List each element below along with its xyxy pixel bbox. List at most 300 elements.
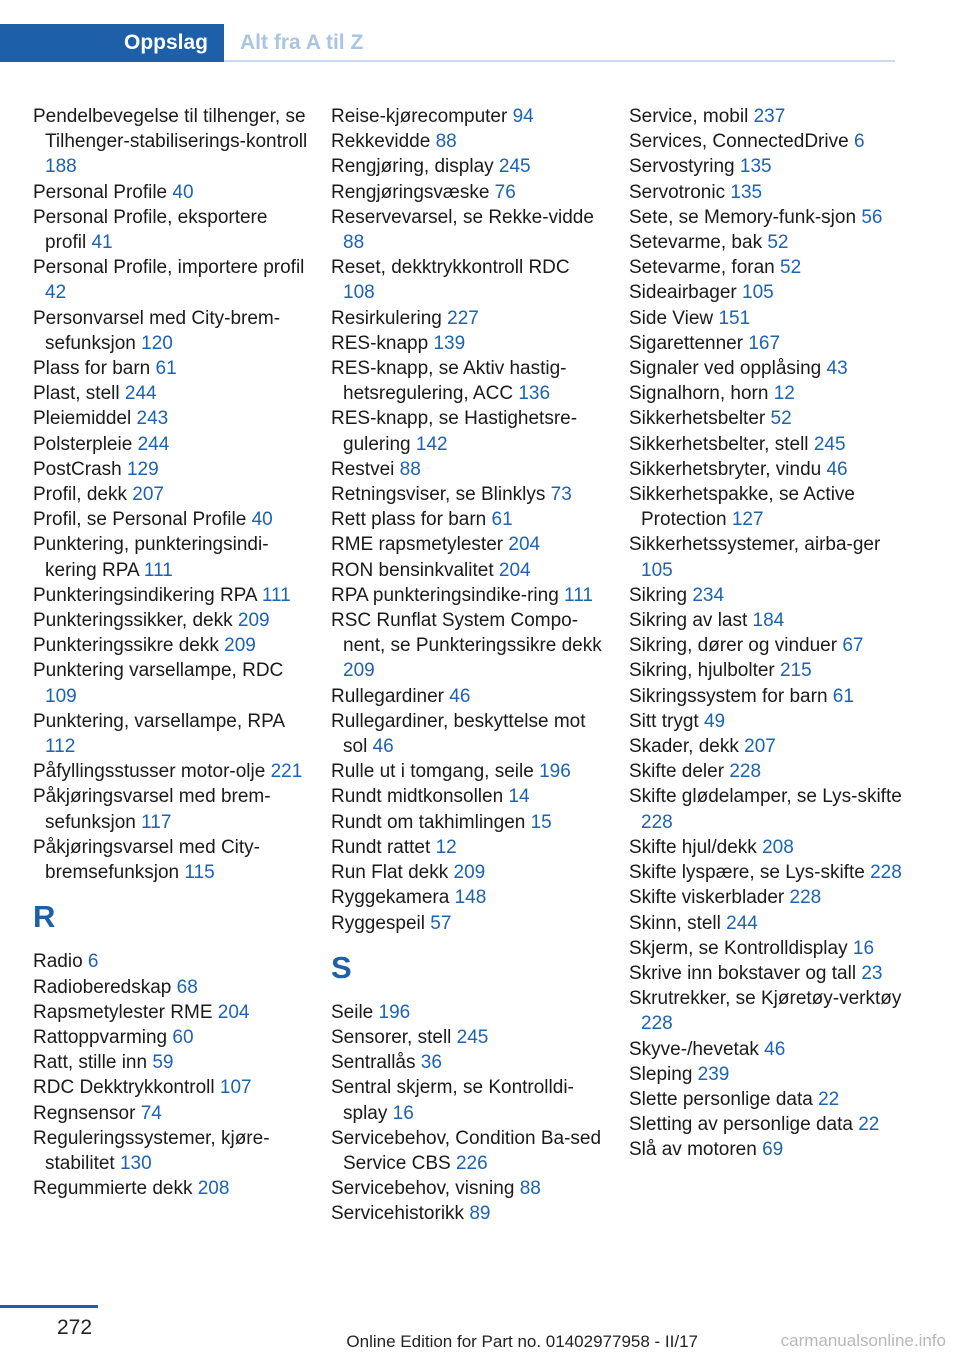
index-entry [331, 154, 606, 179]
entry-term: Rengjøringsvæske [331, 181, 495, 203]
entry-term: Skrutrekker, se Kjøretøy-verktøy [629, 988, 902, 1010]
entry-page-link[interactable]: 61 [832, 685, 854, 707]
watermark: carmanualsonline.info [780, 1331, 946, 1350]
entry-term: RES-knapp [331, 332, 434, 354]
entry-term: Setevarme, foran [629, 257, 781, 279]
index-entry [331, 255, 606, 305]
index-entry [629, 457, 904, 482]
index-entry [331, 129, 606, 154]
index-entry [629, 709, 904, 734]
entry-page-link[interactable]: 167 [748, 332, 781, 354]
entry-term: Profil, se Personal Profile [33, 509, 252, 531]
entry-term: Ratt, stille inn [33, 1052, 153, 1074]
entry-page-link[interactable]: 16 [392, 1102, 414, 1124]
entry-term: Sikringssystem for barn [629, 685, 833, 707]
index-entry [629, 986, 904, 1036]
entry-page-link[interactable]: 148 [454, 887, 487, 909]
index-entry [33, 306, 308, 356]
index-entry [331, 1201, 606, 1226]
index-entry [331, 583, 606, 608]
footer-rule [0, 1305, 98, 1308]
entry-term: RSC Runflat System Compo-nent, se Punkteringssikre dekk [331, 610, 602, 657]
entry-page-link[interactable]: 129 [126, 458, 159, 480]
index-entry [629, 1112, 904, 1137]
index-entry [33, 658, 308, 708]
index-column-1 [33, 104, 308, 1201]
index-entry [629, 230, 904, 255]
index-entry [629, 911, 904, 936]
entry-page-link[interactable]: 243 [136, 408, 169, 430]
entry-page-link[interactable]: 139 [433, 332, 466, 354]
entry-term: Skjerm, se Kontrolldisplay [629, 937, 853, 959]
entry-page-link[interactable]: 40 [172, 181, 194, 203]
index-entry [629, 205, 904, 230]
entry-page-link[interactable]: 196 [539, 761, 571, 783]
entry-term: Regnsensor [33, 1102, 141, 1124]
entry-page-link[interactable]: 61 [155, 358, 177, 380]
entry-page-link[interactable]: 204 [508, 534, 541, 556]
entry-term: Rullegardiner, beskyttelse mot sol [331, 710, 586, 758]
index-entry [331, 457, 606, 482]
entry-page-link[interactable]: 43 [826, 358, 848, 380]
entry-page-link[interactable]: 244 [726, 912, 758, 934]
index-entry [331, 784, 606, 809]
index-entry [629, 356, 904, 381]
index-entry [331, 482, 606, 507]
entry-page-link[interactable]: 208 [197, 1178, 230, 1200]
index-entry [33, 432, 308, 457]
entry-page-link[interactable]: 59 [152, 1052, 174, 1074]
entry-page-link[interactable]: 46 [826, 458, 848, 480]
entry-page-link[interactable]: 204 [217, 1001, 250, 1023]
entry-term: Pleiemiddel [33, 408, 137, 430]
index-entry [331, 180, 606, 205]
entry-term: Sikring [629, 584, 693, 606]
entry-page-link[interactable]: 228 [641, 1013, 673, 1035]
entry-term: Sigarettenner [629, 332, 749, 354]
entry-page-link[interactable]: 49 [703, 710, 726, 732]
entry-term: Resirkulering [331, 307, 448, 329]
index-entry [33, 784, 308, 834]
entry-term: Servicehistorikk [331, 1203, 470, 1225]
entry-page-link[interactable]: 69 [762, 1139, 784, 1161]
entry-page-link[interactable]: 76 [494, 181, 516, 203]
section-letter: R [33, 899, 56, 935]
entry-page-link[interactable]: 115 [184, 862, 215, 884]
index-entry [629, 860, 904, 885]
index-entry [33, 608, 308, 633]
entry-term: Plass for barn [33, 358, 156, 380]
entry-page-link[interactable]: 135 [730, 181, 763, 203]
index-entry [629, 961, 904, 986]
index-entry [33, 835, 308, 885]
entry-page-link[interactable]: 74 [140, 1102, 162, 1124]
index-entry [629, 1087, 904, 1112]
entry-term: Punkteringsindikering RPA [33, 584, 262, 606]
entry-page-link[interactable]: 88 [343, 232, 365, 254]
index-entry [331, 835, 606, 860]
entry-term: Servostyring [629, 156, 740, 178]
entry-page-link[interactable]: 209 [224, 635, 256, 657]
entry-page-link[interactable]: 52 [767, 232, 789, 254]
entry-term: Punkteringssikre dekk [33, 635, 225, 657]
index-entry [629, 406, 904, 431]
entry-page-link[interactable]: 108 [343, 282, 375, 304]
entry-term: RPA punkteringsindike-ring [331, 584, 565, 606]
entry-term: PostCrash [33, 458, 127, 480]
entry-page-link[interactable]: 88 [435, 131, 457, 153]
entry-term: Seile [331, 1001, 379, 1023]
entry-term: Sitt trygt [629, 710, 704, 732]
entry-page-link[interactable]: 142 [415, 433, 448, 455]
entry-term: Rett plass for barn [331, 509, 492, 531]
entry-term: Run Flat dekk [331, 862, 454, 884]
entry-page-link[interactable]: 6 [87, 951, 99, 973]
entry-page-link[interactable]: 73 [550, 484, 572, 506]
entry-page-link[interactable]: 215 [780, 660, 812, 682]
index-entry [33, 180, 308, 205]
entry-page-link[interactable]: 184 [752, 610, 785, 632]
entry-page-link[interactable]: 234 [692, 584, 725, 606]
entry-page-link[interactable]: 245 [813, 433, 846, 455]
index-entry [33, 1000, 308, 1025]
entry-term: Punkteringssikker, dekk [33, 610, 238, 632]
entry-page-link[interactable]: 209 [453, 862, 486, 884]
entry-term: Skinn, stell [629, 912, 727, 934]
entry-term: Sikkerhetsbelter [629, 408, 771, 430]
index-entry [331, 1075, 606, 1125]
entry-term: Skifte viskerblader [629, 887, 790, 909]
entry-page-link[interactable]: 227 [447, 307, 479, 329]
entry-term: Sikkerhetsbryter, vindu [629, 458, 827, 480]
index-entry [33, 104, 308, 180]
entry-term: Signaler ved opplåsing [629, 358, 827, 380]
entry-term: Service, mobil [629, 106, 754, 127]
entry-page-link[interactable]: 127 [731, 509, 764, 531]
entry-term: Sete, se Memory-funk-sjon [629, 206, 862, 228]
entry-term: Sikring av last [629, 610, 753, 632]
entry-term: Sikkerhetssystemer, airba-ger [629, 534, 881, 556]
entry-page-link[interactable]: 107 [219, 1077, 252, 1099]
entry-term: Services, ConnectedDrive [629, 131, 854, 153]
index-entry [331, 532, 606, 557]
edition-note: Online Edition for Part no. 01402977958 - II/17 [346, 1332, 698, 1351]
index-entry [629, 482, 904, 532]
index-entry [629, 633, 904, 658]
entry-term: RES-knapp, se Hastighetsre-gulering [331, 408, 578, 455]
index-entry [331, 306, 606, 331]
index-entry [33, 381, 308, 406]
index-entry [33, 633, 308, 658]
index-entry [331, 911, 606, 936]
tab-alt-fra-a-til-z[interactable]: Alt fra A til Z [240, 31, 364, 54]
entry-page-link[interactable]: 130 [119, 1152, 152, 1174]
entry-page-link[interactable]: 46 [372, 736, 394, 758]
index-entry [629, 734, 904, 759]
entry-term: Rengjøring, display [331, 156, 499, 178]
entry-page-link[interactable]: 120 [141, 332, 173, 354]
entry-term: Rulle ut i tomgang, seile [331, 761, 540, 783]
index-entry [331, 406, 606, 456]
index-entry [629, 1137, 904, 1162]
entry-page-link[interactable]: 89 [469, 1203, 491, 1225]
entry-term: Servicebehov, visning [331, 1178, 520, 1200]
entry-term: Skyve-/hevetak [629, 1038, 765, 1060]
entry-page-link[interactable]: 46 [449, 685, 471, 707]
entry-page-link[interactable]: 208 [762, 836, 794, 858]
entry-term: Setevarme, bak [629, 232, 768, 254]
index-entry [629, 583, 904, 608]
header-tab-bar [0, 24, 895, 62]
entry-page-link[interactable]: 15 [530, 811, 552, 833]
entry-page-link[interactable]: 237 [753, 106, 786, 127]
index-entry [629, 784, 904, 834]
entry-page-link[interactable]: 245 [456, 1026, 489, 1048]
entry-page-link[interactable]: 188 [45, 156, 77, 178]
index-entry [629, 608, 904, 633]
entry-term: Påfyllingsstusser motor-olje [33, 761, 271, 783]
entry-page-link[interactable]: 105 [641, 559, 673, 581]
entry-term: Punktering varsellampe, RDC [33, 660, 284, 682]
index-entry [33, 205, 308, 255]
entry-page-link[interactable]: 22 [858, 1114, 880, 1136]
index-entry [629, 280, 904, 305]
entry-term: Regummierte dekk [33, 1178, 198, 1200]
entry-page-link[interactable]: 41 [91, 232, 113, 254]
entry-term: Signalhorn, horn [629, 383, 774, 405]
entry-term: Plast, stell [33, 383, 125, 405]
entry-term: RME rapsmetylester [331, 534, 509, 556]
index-entry [629, 306, 904, 331]
index-entry [331, 205, 606, 255]
entry-term: Ryggespeil [331, 912, 431, 934]
index-entry [33, 532, 308, 582]
entry-page-link[interactable]: 204 [498, 559, 531, 581]
index-entry [33, 709, 308, 759]
entry-term: Slette personlige data [629, 1088, 819, 1110]
index-entry [629, 129, 904, 154]
entry-term: Punktering, punkteringsindi-kering RPA [33, 534, 269, 581]
entry-term: RES-knapp, se Aktiv hastig-hetsregulering, ACC [331, 358, 567, 405]
index-entry [331, 356, 606, 406]
entry-page-link[interactable]: 228 [870, 862, 902, 884]
entry-page-link[interactable]: 61 [491, 509, 513, 531]
index-entry [331, 709, 606, 759]
entry-term: Skader, dekk [629, 736, 745, 758]
entry-term: Punktering, varsellampe, RPA [33, 710, 284, 732]
index-column-3 [629, 104, 904, 1163]
entry-page-link[interactable]: 207 [744, 736, 776, 758]
entry-page-link[interactable]: 56 [861, 206, 883, 228]
entry-page-link[interactable]: 111 [261, 584, 291, 606]
entry-page-link[interactable]: 67 [842, 635, 864, 657]
entry-term: Retningsviser, se Blinklys [331, 484, 551, 506]
index-entry [33, 583, 308, 608]
entry-page-link[interactable]: 12 [435, 836, 457, 858]
entry-term: Skifte hjul/dekk [629, 836, 763, 858]
entry-term: Skifte deler [629, 761, 730, 783]
entry-term: Restvei [331, 458, 400, 480]
index-entry [331, 810, 606, 835]
entry-page-link[interactable]: 221 [270, 761, 303, 783]
entry-page-link[interactable]: 207 [132, 484, 164, 506]
index-entry [629, 835, 904, 860]
index-entry [33, 975, 308, 1000]
entry-page-link[interactable]: 46 [764, 1038, 786, 1060]
entry-page-link[interactable]: 68 [176, 976, 198, 998]
entry-page-link[interactable]: 228 [641, 811, 673, 833]
entry-page-link[interactable]: 36 [420, 1052, 442, 1074]
index-entry [331, 759, 606, 784]
index-entry [629, 432, 904, 457]
index-entry [33, 1101, 308, 1126]
entry-term: Sentrallås [331, 1052, 421, 1074]
entry-page-link[interactable]: 136 [518, 383, 551, 405]
entry-page-link[interactable]: 117 [141, 811, 172, 833]
entry-term: Rundt om takhimlingen [331, 811, 531, 833]
index-entry [33, 255, 308, 305]
entry-term: Påkjøringsvarsel med City-bremsefunksjon [33, 836, 260, 884]
index-entry [33, 356, 308, 381]
entry-page-link[interactable]: 228 [789, 887, 822, 909]
entry-page-link[interactable]: 94 [512, 106, 534, 127]
tab-oppslag[interactable]: Oppslag [0, 24, 224, 62]
entry-term: Skifte glødelamper, se Lys-skifte [629, 786, 902, 808]
entry-page-link[interactable]: 88 [519, 1178, 541, 1200]
entry-page-link[interactable]: 151 [718, 307, 751, 329]
entry-page-link[interactable]: 226 [455, 1152, 488, 1174]
entry-term: Rundt midtkonsollen [331, 786, 509, 808]
entry-term: Rullegardiner [331, 685, 450, 707]
entry-term: Rundt rattet [331, 836, 436, 858]
entry-term: Personvarsel med City-brem-sefunksjon [33, 307, 281, 354]
index-entry [629, 154, 904, 179]
entry-term: Reservevarsel, se Rekke-vidde [331, 206, 594, 228]
entry-page-link[interactable]: 42 [45, 282, 67, 304]
entry-term: Personal Profile, importere profil [33, 257, 305, 279]
entry-page-link[interactable]: 245 [498, 156, 531, 178]
index-entry [331, 558, 606, 583]
entry-term: Side View [629, 307, 719, 329]
entry-page-link[interactable]: 239 [697, 1063, 730, 1085]
index-entry [33, 1025, 308, 1050]
index-column-2 [331, 104, 606, 1227]
index-entry [629, 180, 904, 205]
entry-term: Påkjøringsvarsel med brem-sefunksjon [33, 786, 271, 833]
index-entry [629, 104, 904, 129]
entry-page-link[interactable]: 57 [430, 912, 452, 934]
entry-term: Sikkerhetspakke, se Active Protection [629, 484, 855, 531]
entry-term: Rekkevidde [331, 131, 436, 153]
entry-page-link[interactable]: 14 [508, 786, 530, 808]
entry-page-link[interactable]: 88 [399, 458, 421, 480]
index-entry [331, 1025, 606, 1050]
entry-page-link[interactable]: 6 [853, 131, 865, 153]
entry-term: Slå av motoren [629, 1139, 763, 1161]
index-entry [331, 1050, 606, 1075]
index-entry [33, 949, 308, 974]
entry-term: RON bensinkvalitet [331, 559, 499, 581]
entry-term: Sentral skjerm, se Kontrolldi-splay [331, 1077, 574, 1124]
entry-term: Servicebehov, Condition Ba-sed Service CBS [331, 1127, 602, 1174]
entry-page-link[interactable]: 52 [780, 257, 802, 279]
index-entry [33, 1050, 308, 1075]
entry-page-link[interactable]: 22 [818, 1088, 840, 1110]
entry-page-link[interactable]: 244 [124, 383, 157, 405]
entry-term: Reguleringssystemer, kjøre-stabilitet [33, 1127, 270, 1174]
index-entry [629, 658, 904, 683]
entry-term: Sideairbager [629, 282, 743, 304]
entry-term: Reise-kjørecomputer [331, 106, 513, 127]
entry-page-link[interactable]: 109 [45, 685, 77, 707]
page-number: 272 [57, 1316, 93, 1339]
entry-term: Sikring, hjulbolter [629, 660, 781, 682]
entry-term: Polsterpleie [33, 433, 138, 455]
index-entry [629, 936, 904, 961]
index-entry [629, 381, 904, 406]
entry-page-link[interactable]: 16 [852, 937, 875, 959]
entry-page-link[interactable]: 244 [137, 433, 170, 455]
entry-page-link[interactable]: 60 [172, 1026, 194, 1048]
entry-page-link[interactable]: 40 [251, 509, 273, 531]
index-entry [331, 885, 606, 910]
index-entry [33, 1126, 308, 1176]
index-entry [33, 482, 308, 507]
entry-term: Personal Profile [33, 181, 173, 203]
index-entry [629, 684, 904, 709]
entry-term: Rapsmetylester RME [33, 1001, 218, 1023]
entry-term: Sikring, dører og vinduer [629, 635, 843, 657]
entry-page-link[interactable]: 209 [343, 660, 375, 682]
entry-page-link[interactable]: 52 [770, 408, 792, 430]
index-entry [33, 507, 308, 532]
index-entry [629, 759, 904, 784]
entry-term: Personal Profile, eksportere profil [33, 206, 268, 254]
entry-page-link[interactable]: 135 [739, 156, 772, 178]
entry-term: Sikkerhetsbelter, stell [629, 433, 814, 455]
entry-page-link[interactable]: 209 [237, 610, 270, 632]
index-entry [331, 1000, 606, 1025]
index-entry [629, 331, 904, 356]
entry-page-link[interactable]: 23 [861, 962, 883, 984]
entry-page-link[interactable]: 112 [45, 736, 76, 758]
entry-page-link[interactable]: 196 [378, 1001, 411, 1023]
entry-page-link[interactable]: 12 [773, 383, 795, 405]
index-entry [629, 1062, 904, 1087]
entry-term: RDC Dekktrykkontroll [33, 1077, 220, 1099]
index-entry [33, 406, 308, 431]
index-entry [33, 457, 308, 482]
entry-term: Pendelbevegelse til tilhenger, se Tilhenger-stabiliserings-kontroll [33, 106, 308, 153]
entry-page-link[interactable]: 111 [564, 584, 593, 606]
index-entry [331, 331, 606, 356]
entry-term: Sensorer, stell [331, 1026, 457, 1048]
index-entry [629, 532, 904, 582]
entry-page-link[interactable]: 105 [742, 282, 774, 304]
index-entry [331, 860, 606, 885]
section-letter: S [331, 949, 352, 985]
entry-term: Sletting av personlige data [629, 1114, 859, 1136]
index-entry [331, 104, 606, 129]
entry-term: Sleping [629, 1063, 698, 1085]
index-entry [33, 1075, 308, 1100]
index-entry [331, 608, 606, 684]
entry-page-link[interactable]: 111 [143, 559, 173, 581]
entry-page-link[interactable]: 228 [729, 761, 762, 783]
index-entry [33, 759, 308, 784]
entry-term: Rattoppvarming [33, 1026, 173, 1048]
entry-term: Radio [33, 951, 88, 973]
